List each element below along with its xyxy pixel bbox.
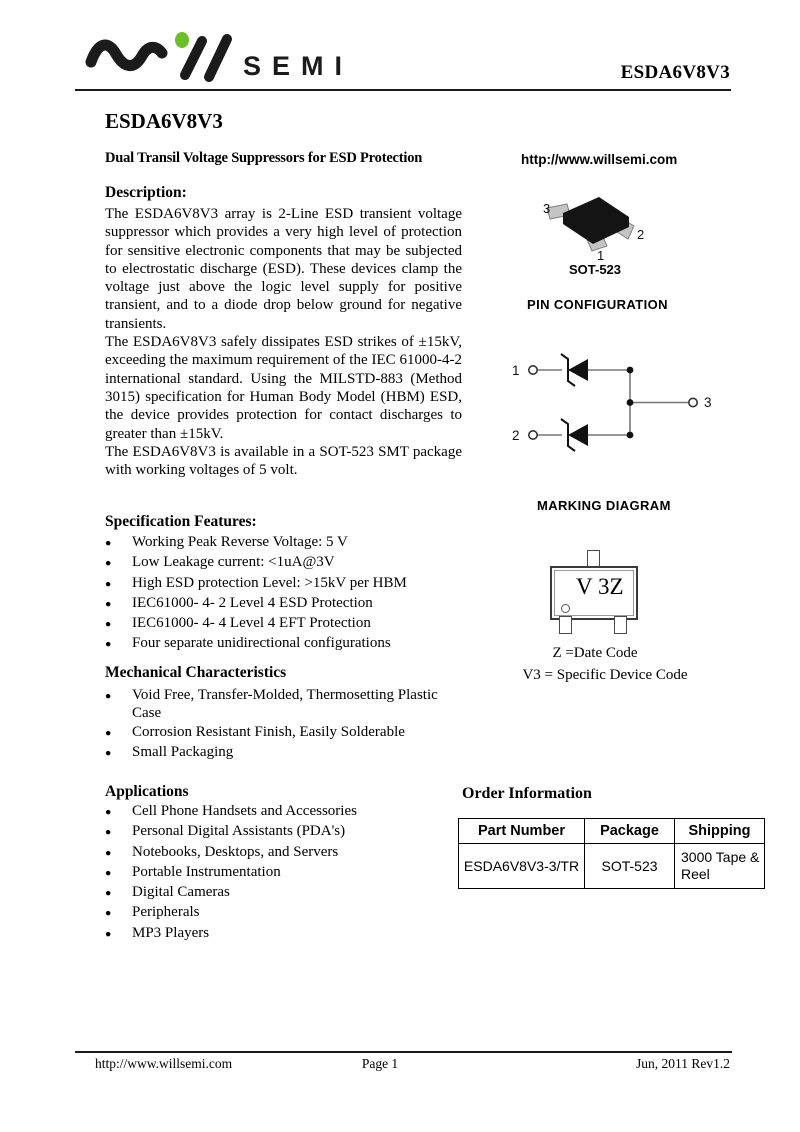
list-item-text: IEC61000- 4- 2 Level 4 ESD Protection — [132, 594, 373, 611]
logo-slash-icon — [185, 41, 202, 75]
bullet-icon: ● — [105, 727, 112, 739]
bullet-icon: ● — [105, 639, 112, 651]
list-item-text: Low Leakage current: <1uA@3V — [132, 554, 335, 571]
bullet-icon: ● — [105, 538, 112, 549]
marking-package-outline — [550, 566, 638, 620]
bullet-icon: ● — [105, 598, 112, 610]
cell-package: SOT-523 — [585, 844, 675, 889]
mechanical-heading: Mechanical Characteristics — [105, 664, 287, 681]
list-item-text: Corrosion Resistant Finish, Easily Solderable — [132, 723, 405, 740]
pin-terminal-icon — [689, 398, 697, 406]
spec-features-heading: Specification Features: — [105, 513, 257, 530]
header-divider — [75, 89, 731, 91]
applications-heading: Applications — [105, 783, 189, 800]
junction-dot-icon — [627, 399, 634, 406]
list-item — [105, 843, 465, 863]
pin-configuration-heading: PIN CONFIGURATION — [527, 297, 668, 312]
list-item — [105, 924, 465, 944]
list-item — [105, 743, 450, 763]
list-item-text: Notebooks, Desktops, and Servers — [132, 843, 339, 860]
marking-note-date-code: Z =Date Code — [552, 645, 638, 661]
header-part-number: ESDA6V8V3 — [620, 62, 730, 83]
description-text — [105, 205, 462, 479]
bullet-icon: ● — [105, 908, 112, 920]
page-subtitle: Dual Transil Voltage Suppressors for ESD Protection — [105, 150, 423, 166]
junction-dot-icon — [627, 367, 634, 374]
marking-pin-tab — [614, 616, 627, 634]
list-item — [105, 574, 465, 594]
column-header-shipping: Shipping — [675, 819, 765, 844]
list-item-text: Small Packaging — [132, 743, 234, 760]
list-item-text: Cell Phone Handsets and Accessories — [132, 803, 357, 819]
bullet-icon: ● — [105, 888, 112, 900]
logo-slash-icon — [209, 39, 227, 77]
applications-list — [105, 802, 465, 944]
marking-device-code: V 3Z — [576, 574, 624, 599]
list-item — [105, 533, 465, 553]
list-item-text: Digital Cameras — [132, 884, 230, 901]
bullet-icon: ● — [105, 847, 112, 859]
bullet-icon: ● — [105, 928, 112, 940]
footer-date-revision: Jun, 2011 Rev1.2 — [636, 1056, 730, 1071]
list-item — [105, 903, 465, 923]
list-item — [105, 553, 465, 573]
pin-terminal-icon — [529, 431, 537, 439]
order-information-table — [458, 818, 765, 889]
mechanical-list — [105, 686, 450, 763]
description-paragraph: The ESDA6V8V3 array is 2-Line ESD transient voltage suppressor which provides a very high level of protection for sensitive electronic components that may be subjected to electrostatic discharge (ESD). These devices clamp the voltage just above the logic level supply for positive transient, and to a diode drop below ground for negative transients. — [105, 206, 462, 332]
bullet-icon: ● — [105, 558, 112, 570]
list-item — [105, 883, 465, 903]
list-item — [105, 594, 465, 614]
logo-semi-text: SEMI — [243, 51, 354, 81]
willsemi-logo-icon — [85, 28, 357, 90]
list-item-text: Personal Digital Assistants (PDA's) — [132, 823, 346, 840]
bullet-icon: ● — [105, 619, 112, 631]
order-information-heading: Order Information — [462, 785, 592, 802]
list-item-text: Portable Instrumentation — [132, 863, 281, 880]
description-paragraph: The ESDA6V8V3 safely dissipates ESD strikes of ±15kV, exceeding the maximum requirement of the IEC 61000-4-2 international standard. Using the MILSTD-883 (Method 3015) specification for Human Body Model (HBM) ESD, the device provides protection for contact discharges to greater than ±15kV. — [105, 334, 462, 442]
list-item-text: IEC61000- 4- 4 Level 4 EFT Protection — [132, 615, 371, 632]
list-item-text: MP3 Players — [132, 924, 210, 941]
website-link[interactable]: http://www.willsemi.com — [521, 152, 678, 167]
list-item-text: High ESD protection Level: >15kV per HBM — [132, 574, 407, 591]
schematic-pin3-label: 3 — [704, 395, 712, 410]
bullet-icon: ● — [105, 807, 112, 818]
table-header-row — [459, 819, 765, 844]
diode-icon — [568, 359, 588, 381]
bullet-icon: ● — [105, 747, 112, 759]
bullet-icon: ● — [105, 578, 112, 590]
pin-terminal-icon — [529, 366, 537, 374]
bullet-icon: ● — [105, 827, 112, 839]
description-paragraph: The ESDA6V8V3 is available in a SOT-523 SMT package with working voltages of 5 volt. — [105, 443, 462, 479]
list-item-text: Working Peak Reverse Voltage: 5 V — [132, 534, 348, 550]
list-item — [105, 723, 450, 743]
package-pin3-label: 3 — [543, 201, 551, 216]
schematic-pin2-label: 2 — [512, 428, 520, 443]
sot523-package-icon — [535, 186, 675, 266]
footer-divider — [75, 1051, 732, 1053]
marking-note-device-code: V3 = Specific Device Code — [522, 667, 688, 683]
junction-dot-icon — [627, 432, 634, 439]
list-item-text: Four separate unidirectional configurations — [132, 635, 391, 652]
package-pin2-label: 2 — [637, 227, 645, 242]
diode-icon — [568, 424, 588, 446]
column-header-package: Package — [585, 819, 675, 844]
cell-shipping: 3000 Tape & Reel — [675, 844, 765, 889]
spec-features-list — [105, 533, 465, 655]
list-item — [105, 686, 450, 723]
description-heading: Description: — [105, 184, 187, 201]
list-item — [105, 802, 465, 822]
list-item — [105, 822, 465, 842]
list-item-text: Peripherals — [132, 904, 200, 921]
list-item — [105, 863, 465, 883]
list-item — [105, 634, 465, 654]
logo-wave-icon — [91, 45, 162, 66]
marking-diagram-heading: MARKING DIAGRAM — [537, 498, 671, 513]
footer-page-number: Page 1 — [361, 1056, 399, 1071]
column-header-part-number: Part Number — [459, 819, 585, 844]
pin-configuration-schematic — [505, 338, 715, 470]
package-pin1-label: 1 — [597, 248, 605, 263]
marking-diagram — [545, 538, 645, 634]
bullet-icon: ● — [105, 867, 112, 879]
list-item-text: Void Free, Transfer-Molded, Thermosetting Plastic Case — [132, 687, 438, 722]
bullet-icon: ● — [105, 691, 112, 702]
package-body-icon — [563, 197, 629, 244]
table-row — [459, 844, 765, 889]
page-title: ESDA6V8V3 — [105, 109, 223, 133]
schematic-pin1-label: 1 — [512, 363, 520, 378]
marking-pin-tab — [559, 616, 572, 634]
pin1-indicator-icon — [561, 604, 570, 613]
logo-green-dot-icon — [175, 32, 189, 48]
list-item — [105, 614, 465, 634]
footer-website-link[interactable]: http://www.willsemi.com — [95, 1056, 233, 1071]
cell-part-number: ESDA6V8V3-3/TR — [459, 844, 585, 889]
package-name-label: SOT-523 — [568, 262, 622, 277]
